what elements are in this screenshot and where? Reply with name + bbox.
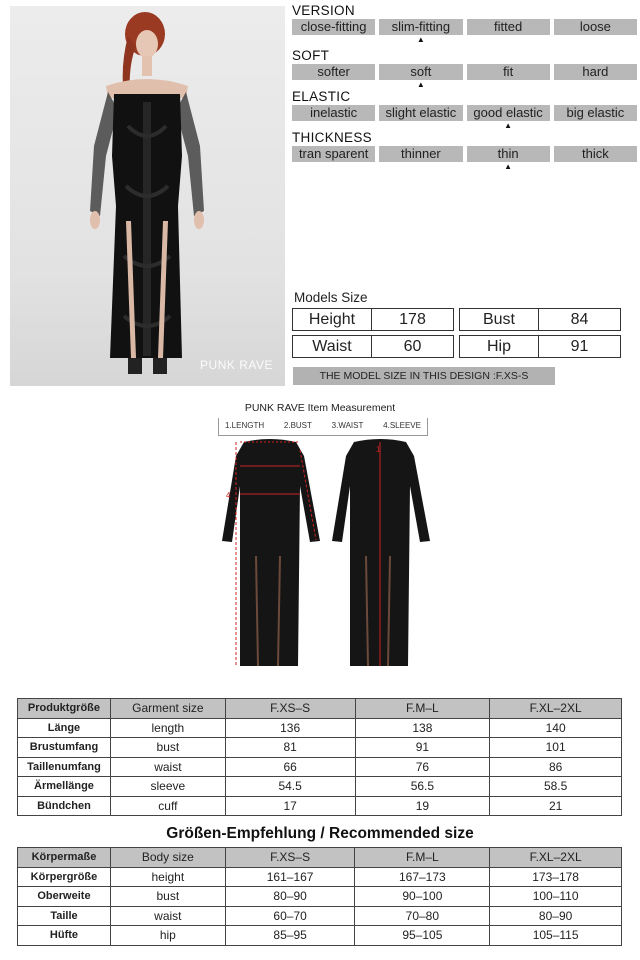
cell: height [110,867,225,887]
row-label: Körpergröße [18,867,111,887]
model-size-note: THE MODEL SIZE IN THIS DESIGN :F.XS-S [293,367,555,385]
option: thinner [379,146,462,162]
attribute-soft [292,48,637,90]
header-cell: F.XL–2XL [490,699,622,719]
attribute-thickness [292,130,637,172]
header-cell: F.XS–S [225,848,355,868]
cell: 70–80 [355,906,490,926]
header-cell: F.M–L [355,848,490,868]
cell: 81 [225,738,355,758]
measurement-title: PUNK RAVE Item Measurement [244,402,396,414]
models-size-row [292,335,621,358]
cell: 60–70 [225,906,355,926]
back-marker-label: 1 [376,445,381,454]
waist-label: Waist [292,335,372,358]
garment-front-view [222,439,320,666]
attribute-title: ELASTIC [292,89,351,104]
cell: 100–110 [490,887,622,907]
cell: sleeve [110,777,225,797]
attribute-title: SOFT [292,48,330,63]
table-header-row [18,848,622,868]
cell: 140 [490,718,622,738]
attribute-title: THICKNESS [292,130,372,145]
attribute-version [292,3,637,45]
option: inelastic [292,105,375,121]
option: softer [292,64,375,80]
recommended-size-title: Größen-Empfehlung / Recommended size [166,825,474,842]
cell: 66 [225,757,355,777]
height-value: 178 [372,308,454,331]
table-row [18,738,622,758]
selected-marker-icon: ▲ [416,80,425,89]
option: fitted [467,19,550,35]
row-label: Länge [18,718,111,738]
option: thick [554,146,637,162]
table-row [18,926,622,946]
header-cell: Körpermaße [18,848,111,868]
model-photo [10,6,285,386]
selected-marker-icon: ▲ [504,121,513,130]
option: fit [467,64,550,80]
row-label: Oberweite [18,887,111,907]
table-header-row [18,699,622,719]
header-cell: F.M–L [355,699,490,719]
option: big elastic [554,105,637,121]
cell: 80–90 [225,887,355,907]
recommended-size-table [17,847,622,946]
cell: 58.5 [490,777,622,797]
row-label: Hüfte [18,926,111,946]
hip-value: 91 [539,335,621,358]
cell: 95–105 [355,926,490,946]
header-cell: Produktgröße [18,699,111,719]
option: loose [554,19,637,35]
attribute-title: VERSION [292,3,355,18]
selected-marker-icon: ▲ [416,35,425,44]
cell: length [110,718,225,738]
cell: 101 [490,738,622,758]
cell: cuff [110,796,225,816]
option: hard [554,64,637,80]
row-label: Brustumfang [18,738,111,758]
cell: 167–173 [355,867,490,887]
option: good elastic [467,105,550,121]
row-label: Taille [18,906,111,926]
waist-value: 60 [372,335,454,358]
table-row [18,906,622,926]
bust-value: 84 [539,308,621,331]
cell: 86 [490,757,622,777]
cell: 85–95 [225,926,355,946]
header-cell: Body size [110,848,225,868]
legend-length: 1.LENGTH [225,421,265,430]
model-figure-illustration [10,6,285,386]
cell: 105–115 [490,926,622,946]
cell: 90–100 [355,887,490,907]
bust-label: Bust [459,308,539,331]
option: close-fitting [292,19,375,35]
measurement-legend [218,418,428,436]
table-row [18,718,622,738]
cell: waist [110,906,225,926]
cell: bust [110,738,225,758]
cell: hip [110,926,225,946]
row-label: Ärmellänge [18,777,111,797]
cell: 19 [355,796,490,816]
models-size-title: Models Size [294,290,368,305]
garment-back-view [332,439,430,666]
option: soft [379,64,462,80]
legend-bust: 2.BUST [283,421,312,430]
height-label: Height [292,308,372,331]
option: thin [467,146,550,162]
attribute-elastic [292,89,637,131]
garment-diagram [210,436,430,686]
option: tran sparent [292,146,375,162]
legend-sleeve: 4.SLEEVE [383,421,421,430]
legend-waist: 3.WAIST [331,421,364,430]
cell: 54.5 [225,777,355,797]
option: slim-fitting [379,19,462,35]
cell: 56.5 [355,777,490,797]
selected-marker-icon: ▲ [504,162,513,171]
table-row [18,887,622,907]
models-size-row [292,308,621,331]
header-cell: Garment size [110,699,225,719]
cell: 138 [355,718,490,738]
cell: bust [110,887,225,907]
header-cell: F.XL–2XL [490,848,622,868]
cell: 173–178 [490,867,622,887]
cell: 76 [355,757,490,777]
product-size-table [17,698,622,816]
table-row [18,757,622,777]
table-row [18,867,622,887]
table-row [18,796,622,816]
row-label: Bündchen [18,796,111,816]
cell: 161–167 [225,867,355,887]
row-label: Taillenumfang [18,757,111,777]
cell: 91 [355,738,490,758]
option: slight elastic [379,105,462,121]
cell: 80–90 [490,906,622,926]
front-marker-label: 4 [226,491,231,500]
cell: 17 [225,796,355,816]
photo-brand-watermark: PUNK RAVE [200,358,273,372]
cell: waist [110,757,225,777]
cell: 21 [490,796,622,816]
hip-label: Hip [459,335,539,358]
table-row [18,777,622,797]
cell: 136 [225,718,355,738]
header-cell: F.XS–S [225,699,355,719]
